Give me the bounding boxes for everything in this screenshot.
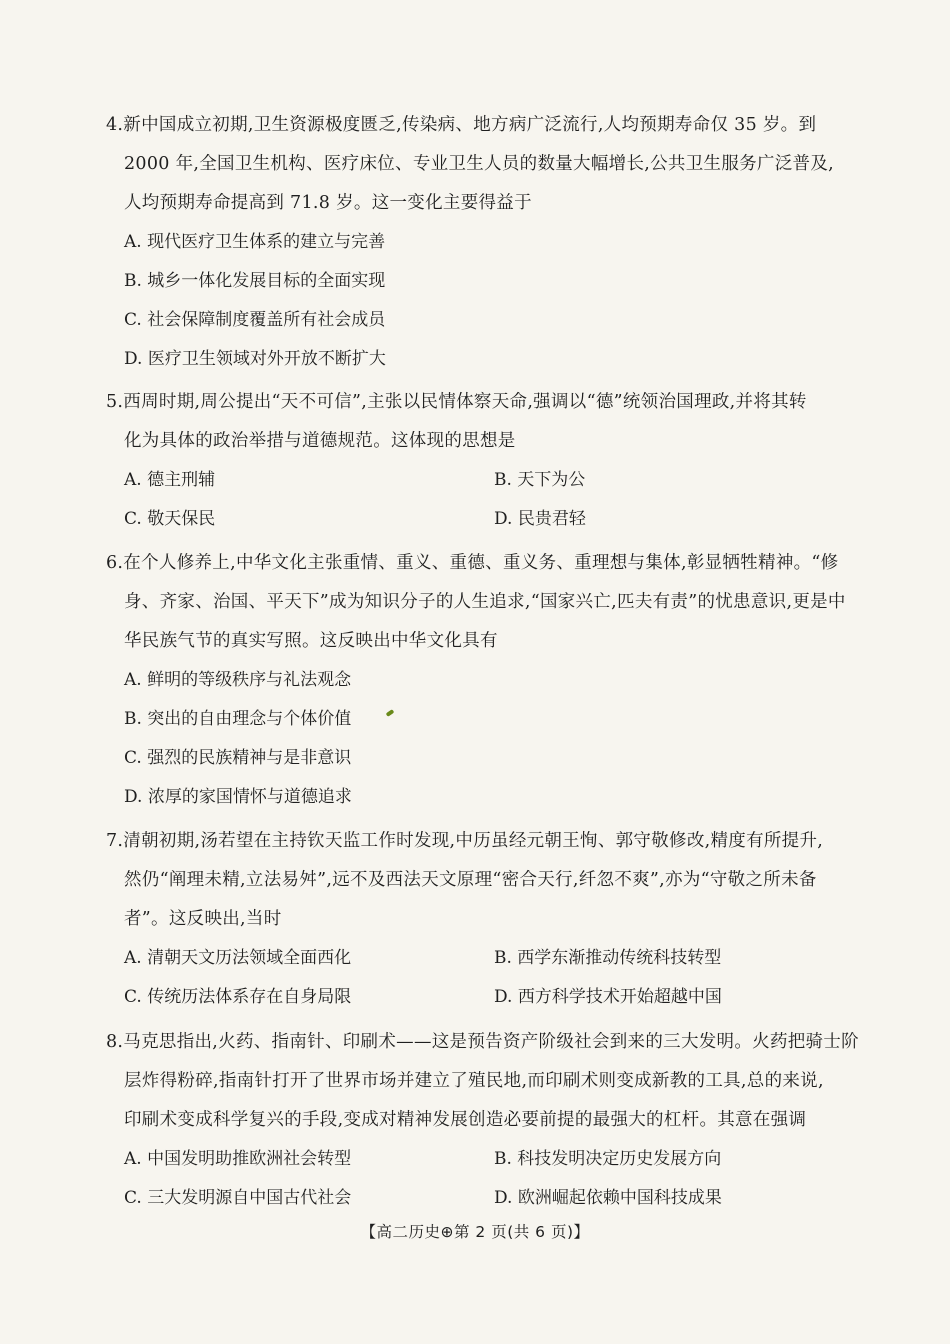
question-5 [106, 383, 858, 539]
options-list [106, 661, 858, 817]
option-c: C. 三大发明源自中国古代社会 [124, 1188, 352, 1208]
option-a: A. 清朝天文历法领域全面西化 [124, 948, 352, 968]
options-list [106, 1140, 858, 1218]
option-a: A. 现代医疗卫生体系的建立与完善 [124, 232, 386, 252]
option-c: C. 敬天保民 [124, 509, 216, 529]
question-stem-line: 层炸得粉碎,指南针打开了世界市场并建立了殖民地,而印刷术则变成新教的工具,总的来说, [124, 1071, 824, 1091]
question-stem-line: 身、齐家、治国、平天下”成为知识分子的人生追求,“国家兴亡,匹夫有责”的忧患意识,更是中 [124, 592, 846, 612]
options-list [106, 939, 858, 1017]
question-6 [106, 544, 858, 817]
question-stem-line: 2000 年,全国卫生机构、医疗床位、专业卫生人员的数量大幅增长,公共卫生服务广泛普及, [124, 154, 834, 174]
question-4 [106, 106, 858, 379]
option-d: D. 欧洲崛起依赖中国科技成果 [494, 1188, 722, 1208]
option-b: B. 西学东渐推动传统科技转型 [494, 948, 722, 968]
option-b: B. 城乡一体化发展目标的全面实现 [124, 271, 386, 291]
question-stem-line: 5.西周时期,周公提出“天不可信”,主张以民情体察天命,强调以“德”统领治国理政,并将其转 [106, 392, 807, 412]
question-7 [106, 822, 858, 1017]
question-stem-line: 4.新中国成立初期,卫生资源极度匮乏,传染病、地方病广泛流行,人均预期寿命仅 35 岁。到 [106, 115, 817, 135]
question-stem-line: 印刷术变成科学复兴的手段,变成对精神发展创造必要前提的最强大的杠杆。其意在强调 [124, 1110, 807, 1130]
option-a: A. 德主刑辅 [124, 470, 216, 490]
option-c: C. 社会保障制度覆盖所有社会成员 [124, 310, 386, 330]
question-8 [106, 1023, 858, 1218]
question-stem-line: 然仍“阐理未精,立法易舛”,远不及西法天文原理“密合天行,纤忽不爽”,亦为“守敬之所未备 [124, 870, 817, 890]
question-stem-line: 华民族气节的真实写照。这反映出中华文化具有 [124, 631, 498, 651]
options-list [106, 461, 858, 539]
question-stem-line: 8.马克思指出,火药、指南针、印刷术——这是预告资产阶级社会到来的三大发明。火药把骑士阶 [106, 1032, 859, 1052]
option-a: A. 鲜明的等级秩序与礼法观念 [124, 670, 352, 690]
option-a: A. 中国发明助推欧洲社会转型 [124, 1149, 352, 1169]
question-stem-line: 6.在个人修养上,中华文化主张重情、重义、重德、重义务、重理想与集体,彰显牺牲精神。“修 [106, 553, 839, 573]
option-c: C. 传统历法体系存在自身局限 [124, 987, 352, 1007]
page-footer: 【高二历史⊕第 2 页(共 6 页)】 [360, 1223, 590, 1241]
option-b: B. 突出的自由理念与个体价值 [124, 709, 352, 729]
option-d: D. 浓厚的家国情怀与道德追求 [124, 787, 352, 807]
option-c: C. 强烈的民族精神与是非意识 [124, 748, 352, 768]
option-b: B. 科技发明决定历史发展方向 [494, 1149, 722, 1169]
option-b: B. 天下为公 [494, 470, 586, 490]
question-stem-line: 化为具体的政治举措与道德规范。这体现的思想是 [124, 431, 516, 451]
option-d: D. 民贵君轻 [494, 509, 586, 529]
question-stem-line: 人均预期寿命提高到 71.8 岁。这一变化主要得益于 [124, 193, 532, 213]
question-stem-line: 者”。这反映出,当时 [124, 909, 282, 929]
options-list [106, 223, 858, 379]
option-d: D. 医疗卫生领域对外开放不断扩大 [124, 349, 386, 369]
option-d: D. 西方科学技术开始超越中国 [494, 987, 722, 1007]
question-stem-line: 7.清朝初期,汤若望在主持钦天监工作时发现,中历虽经元朝王恂、郭守敬修改,精度有所提升, [106, 831, 824, 851]
